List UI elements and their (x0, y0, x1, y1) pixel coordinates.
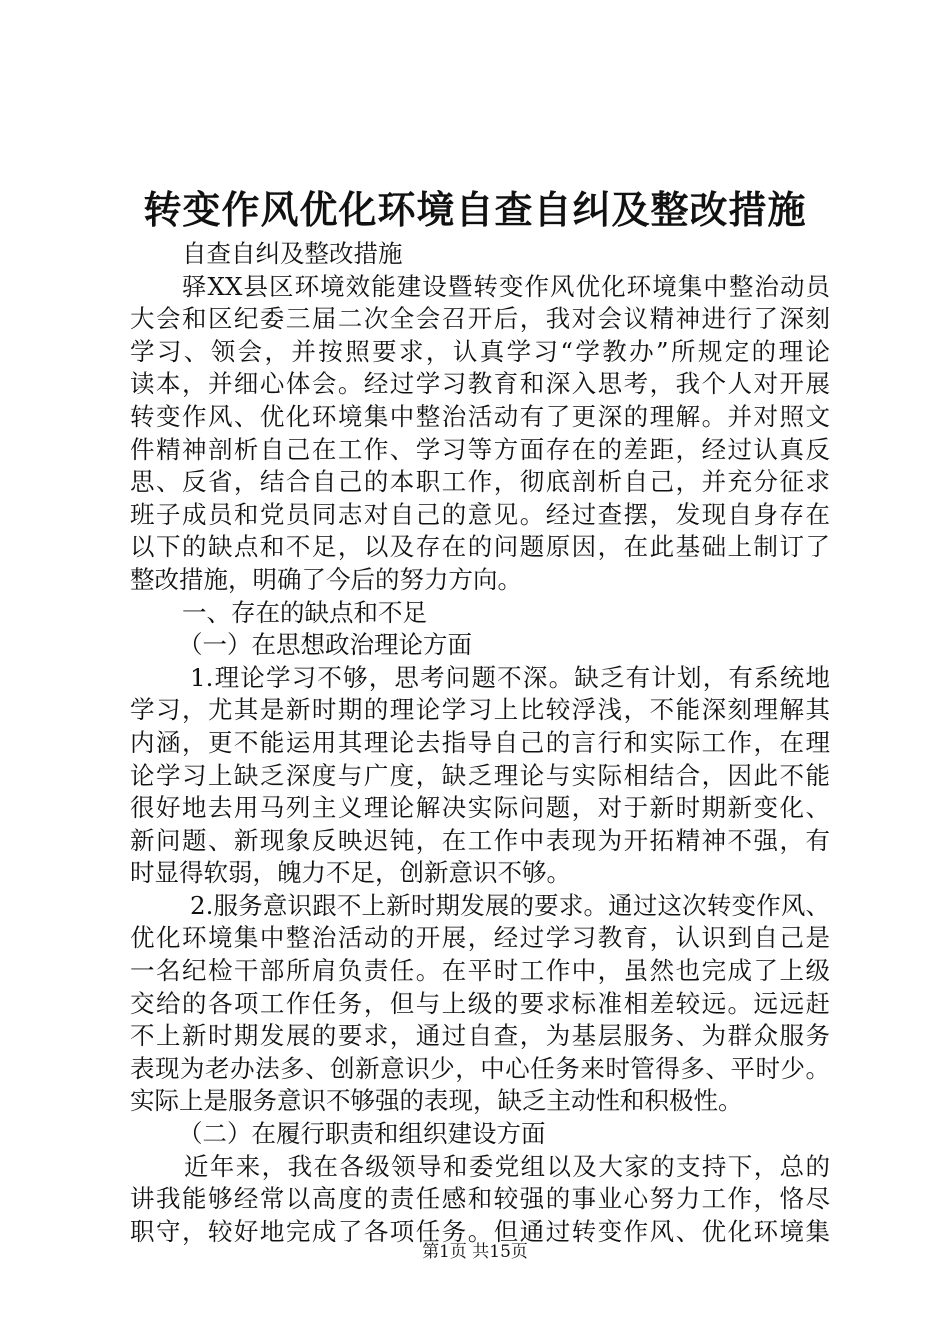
subsection-heading: （一）在思想政治理论方面 (178, 630, 472, 660)
paragraph-line: 交给的各项工作任务，但与上级的要求标准相差较远。远远赶 (130, 988, 830, 1018)
paragraph-line: 近年来，我在各级领导和委党组以及大家的支持下，总的 (184, 1151, 830, 1181)
subtitle-line: 自查自纠及整改措施 (182, 239, 403, 268)
subsection-heading: （二）在履行职责和组织建设方面 (178, 1119, 546, 1149)
paragraph-line: 讲我能够经常以高度的责任感和较强的事业心努力工作，恪尽 (130, 1184, 830, 1214)
paragraph-line: 件精神剖析自己在工作、学习等方面存在的差距，经过认真反 (130, 434, 830, 464)
paragraph-line: 班子成员和党员同志对自己的意见。经过查摆，发现自身存在 (130, 499, 830, 529)
paragraph-line: 大会和区纪委三届二次全会召开后，我对会议精神进行了深刻 (130, 304, 830, 334)
document-title: 转变作风优化环境自查自纠及整改措施 (143, 188, 807, 232)
paragraph-line: 整改措施，明确了今后的努力方向。 (130, 564, 522, 594)
paragraph-line: 思、反省，结合自己的本职工作，彻底剖析自己，并充分征求 (130, 467, 830, 497)
paragraph-line: 时显得软弱，魄力不足，创新意识不够。 (130, 858, 571, 888)
paragraph-line: 不上新时期发展的要求，通过自查，为基层服务、为群众服务 (130, 1021, 830, 1051)
document-body (130, 238, 830, 1248)
paragraph-line: 内涵，更不能运用其理论去指导自己的言行和实际工作，在理 (130, 727, 830, 757)
paragraph-line: 职守，较好地完成了各项任务。但通过转变作风、优化环境集 (130, 1216, 830, 1246)
paragraph-line: 优化环境集中整治活动的开展，经过学习教育，认识到自己是 (130, 923, 830, 953)
paragraph-line: 以下的缺点和不足，以及存在的问题原因，在此基础上制订了 (130, 532, 830, 562)
paragraph-line: 驿XX县区环境效能建设暨转变作风优化环境集中整治动员 (182, 271, 830, 301)
paragraph-line: 很好地去用马列主义理论解决实际问题，对于新时期新变化、 (130, 793, 830, 823)
paragraph-line: 论学习上缺乏深度与广度，缺乏理论与实际相结合，因此不能 (130, 760, 830, 790)
paragraph-line: 实际上是服务意识不够强的表现，缺乏主动性和积极性。 (130, 1086, 743, 1116)
paragraph-line: 新问题、新现象反映迟钝，在工作中表现为开拓精神不强，有 (130, 825, 830, 855)
paragraph-line: 学习、领会，并按照要求，认真学习“学教办”所规定的理论 (130, 336, 830, 366)
paragraph-line: 2.服务意识跟不上新时期发展的要求。通过这次转变作风、 (190, 890, 830, 920)
paragraph-line: 1.理论学习不够，思考问题不深。缺乏有计划，有系统地 (190, 662, 830, 692)
paragraph-line: 读本，并细心体会。经过学习教育和深入思考，我个人对开展 (130, 369, 830, 399)
paragraph-line: 学习，尤其是新时期的理论学习上比较浮浅，不能深刻理解其 (130, 695, 830, 725)
paragraph-line: 转变作风、优化环境集中整治活动有了更深的理解。并对照文 (130, 401, 830, 431)
section-heading: 一、存在的缺点和不足 (182, 597, 427, 627)
paragraph-line: 一名纪检干部所肩负责任。在平时工作中，虽然也完成了上级 (130, 956, 830, 986)
paragraph-line: 表现为老办法多、创新意识少，中心任务来时管得多、平时少。 (130, 1053, 830, 1083)
page-number-footer: 第1页 共15页 (422, 1242, 528, 1262)
